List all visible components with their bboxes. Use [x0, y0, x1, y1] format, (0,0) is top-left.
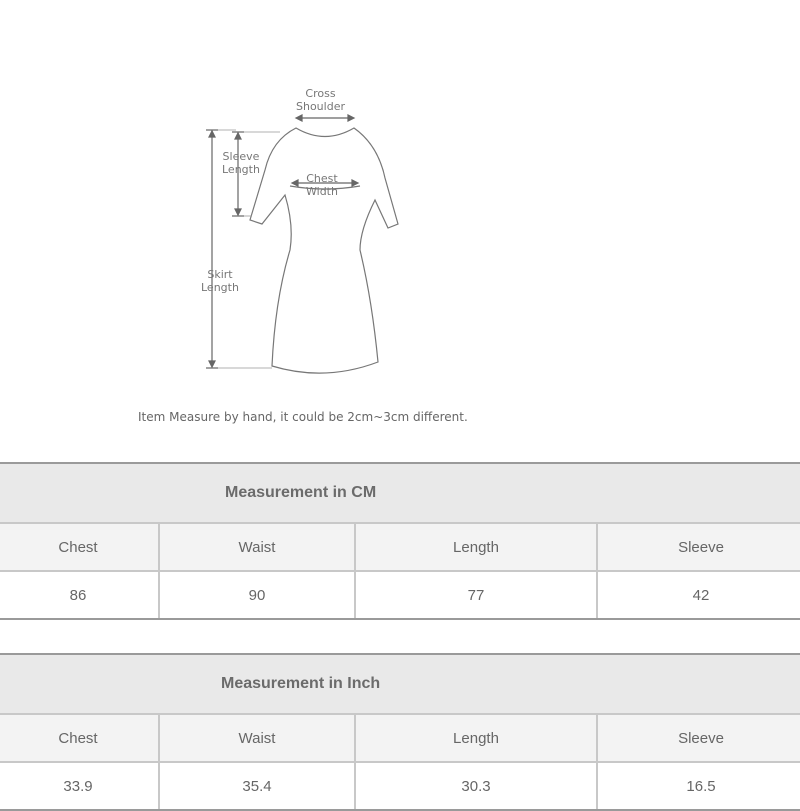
table-title-row — [0, 655, 800, 713]
skirt-length-label-line2: Length — [201, 281, 239, 294]
table-title-cell — [0, 655, 800, 713]
column-header-length: Length — [356, 713, 598, 761]
sleeve-length-label-line1: Sleeve — [222, 150, 260, 163]
table-header-row — [0, 522, 800, 570]
table-row — [0, 761, 800, 809]
inch-measurement-table — [0, 653, 800, 811]
value-length: 30.3 — [356, 761, 598, 809]
chest-width-label-line2: Width — [306, 185, 338, 198]
skirt-length-label-line1: Skirt — [207, 268, 233, 281]
cross-shoulder-label-line2: Shoulder — [296, 100, 345, 113]
value-waist: 35.4 — [160, 761, 356, 809]
value-chest: 86 — [0, 570, 160, 618]
value-sleeve: 42 — [598, 570, 800, 618]
skirt-length-label — [201, 268, 239, 294]
column-header-waist: Waist — [160, 522, 356, 570]
table-title: Measurement in Inch — [221, 675, 381, 692]
column-header-chest: Chest — [0, 522, 160, 570]
column-header-length: Length — [356, 522, 598, 570]
column-header-waist: Waist — [160, 713, 356, 761]
column-header-chest: Chest — [0, 713, 160, 761]
measurement-note: Item Measure by hand, it could be 2cm~3cm different. — [138, 410, 468, 424]
column-header-sleeve: Sleeve — [598, 522, 800, 570]
cross-shoulder-label-line1: Cross — [305, 87, 336, 100]
value-length: 77 — [356, 570, 598, 618]
sleeve-length-label-line2: Length — [222, 163, 260, 176]
chest-width-label-line1: Chest — [306, 172, 338, 185]
chest-width-label — [306, 172, 338, 198]
table-title-row — [0, 464, 800, 522]
column-header-sleeve: Sleeve — [598, 713, 800, 761]
sleeve-length-label — [222, 150, 260, 176]
cm-measurement-table — [0, 462, 800, 620]
table-row — [0, 570, 800, 618]
value-waist: 90 — [160, 570, 356, 618]
table-header-row — [0, 713, 800, 761]
value-chest: 33.9 — [0, 761, 160, 809]
table-title-cell — [0, 464, 800, 522]
cross-shoulder-label — [296, 87, 345, 113]
table-title: Measurement in CM — [225, 484, 377, 501]
value-sleeve: 16.5 — [598, 761, 800, 809]
